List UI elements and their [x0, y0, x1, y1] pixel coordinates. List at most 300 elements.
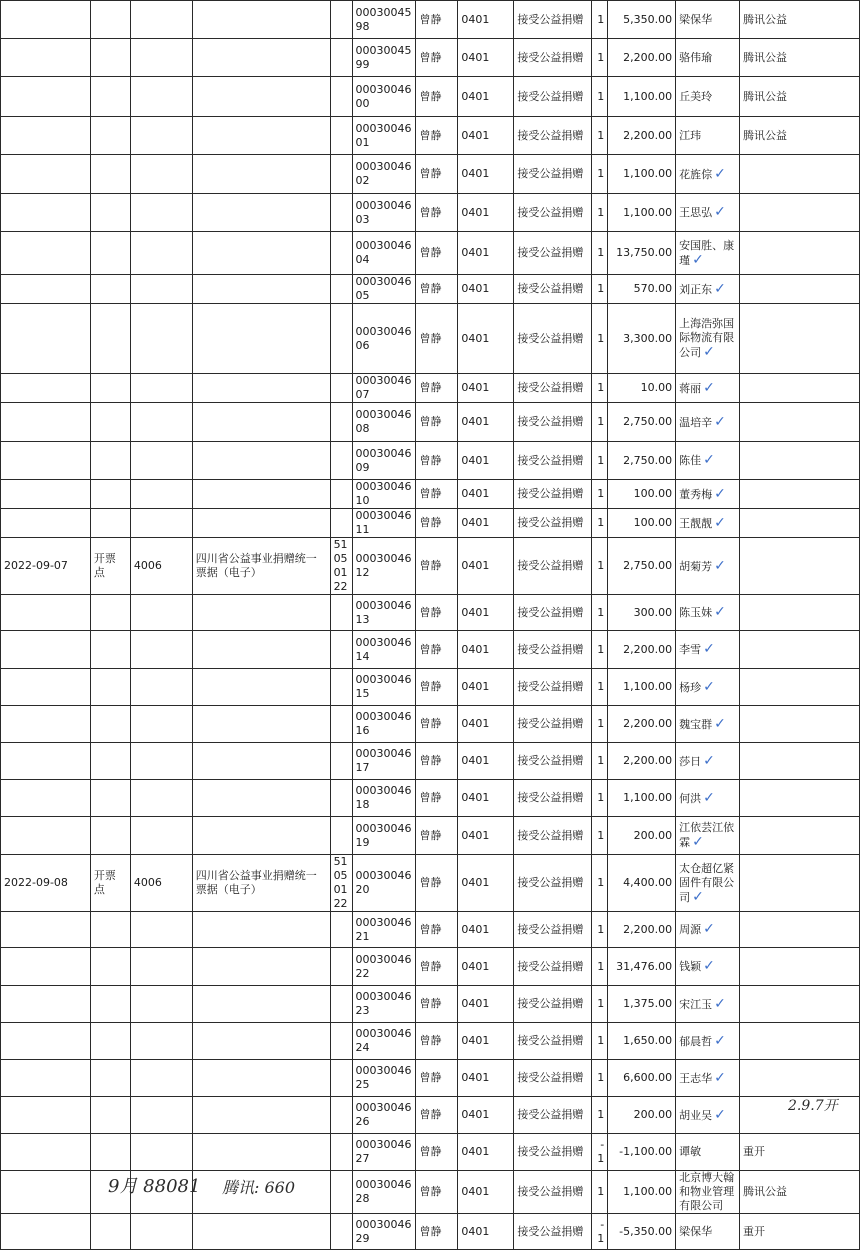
- person-text: 曾静: [419, 922, 442, 936]
- cell-payer: [676, 304, 740, 374]
- table-row: [1, 986, 860, 1023]
- cell-number: [352, 538, 416, 595]
- person-text: 曾静: [419, 959, 442, 973]
- cell-note: [740, 595, 860, 631]
- cell-qty: [592, 232, 608, 275]
- payer-text: 胡菊芳: [679, 559, 713, 573]
- number-text: 0003004619: [355, 821, 412, 849]
- table-row: [1, 1214, 860, 1250]
- number-text: 0003004626: [355, 1101, 412, 1128]
- cell-amount: [608, 1134, 676, 1171]
- cell-person: [416, 817, 458, 855]
- cell-payer: [676, 743, 740, 780]
- item-text: 接受公益捐赠: [517, 876, 584, 889]
- cell-agency: [330, 1023, 352, 1060]
- cell-category: [458, 912, 514, 948]
- cell-item: [514, 631, 592, 669]
- payer-text: 江依芸江依霖: [679, 821, 735, 849]
- cell-point: [90, 855, 130, 912]
- cell-item: [514, 442, 592, 480]
- cell-date: [1, 780, 91, 817]
- item-text: 接受公益捐赠: [517, 415, 584, 428]
- cell-amount: [608, 77, 676, 117]
- item-text: 接受公益捐赠: [517, 331, 584, 345]
- qty-text: -1: [597, 1138, 605, 1165]
- cell-item: [514, 706, 592, 743]
- item-text: 接受公益捐赠: [517, 959, 584, 973]
- person-text: 曾静: [419, 605, 442, 619]
- amount-text: 31,476.00: [616, 959, 673, 973]
- cell-number: [352, 194, 416, 232]
- note-text: 腾讯公益: [743, 128, 788, 142]
- cell-amount: [608, 595, 676, 631]
- cell-person: [416, 403, 458, 442]
- cell-number: [352, 1097, 416, 1134]
- cell-item: [514, 538, 592, 595]
- cell-person: [416, 442, 458, 480]
- cell-date: [1, 232, 91, 275]
- cell-point: [90, 1023, 130, 1060]
- cell-payer: [676, 155, 740, 194]
- cell-point: [90, 403, 130, 442]
- category-text: 0401: [461, 381, 490, 394]
- cell-note: [740, 912, 860, 948]
- cell-note: [740, 1060, 860, 1097]
- number-text: 0003004621: [355, 915, 412, 943]
- cell-type: [192, 817, 330, 855]
- qty-text: 1: [597, 559, 605, 572]
- point-text: 开票点: [93, 869, 116, 896]
- cell-code: [130, 1134, 192, 1171]
- cell-code: [130, 986, 192, 1023]
- check-mark-icon: ✓: [703, 958, 715, 974]
- cell-payer: [676, 1171, 740, 1214]
- cell-point: [90, 1214, 130, 1250]
- cell-person: [416, 1097, 458, 1134]
- cell-category: [458, 403, 514, 442]
- cell-number: [352, 743, 416, 780]
- check-mark-icon: ✓: [714, 1069, 726, 1086]
- payer-text: 董秀梅: [679, 487, 713, 501]
- person-text: 曾静: [419, 680, 442, 693]
- cell-date: [1, 948, 91, 986]
- check-mark-icon: ✓: [714, 165, 726, 182]
- qty-text: 1: [597, 516, 605, 529]
- cell-agency: [330, 855, 352, 912]
- cell-item: [514, 1171, 592, 1214]
- cell-code: [130, 631, 192, 669]
- item-text: 接受公益捐赠: [517, 282, 584, 295]
- cell-category: [458, 39, 514, 77]
- cell-amount: [608, 509, 676, 538]
- cell-code: [130, 1023, 192, 1060]
- cell-item: [514, 948, 592, 986]
- cell-number: [352, 1060, 416, 1097]
- type-text: 四川省公益事业捐赠统一票据（电子）: [195, 552, 317, 579]
- table-row: [1, 1023, 860, 1060]
- cell-note: [740, 374, 860, 403]
- number-text: 0003004605: [355, 275, 412, 302]
- payer-text: 李雪: [679, 643, 702, 656]
- table-row: [1, 948, 860, 986]
- table-row: [1, 780, 860, 817]
- cell-person: [416, 743, 458, 780]
- amount-text: 2,750.00: [623, 559, 673, 572]
- check-mark-icon: ✓: [714, 1106, 726, 1123]
- cell-type: [192, 538, 330, 595]
- category-text: 0401: [461, 717, 490, 730]
- cell-amount: [608, 631, 676, 669]
- table-row: [1, 442, 860, 480]
- cell-category: [458, 706, 514, 743]
- person-text: 曾静: [419, 828, 442, 842]
- item-text: 接受公益捐赠: [517, 754, 584, 767]
- cell-date: [1, 1023, 91, 1060]
- cell-category: [458, 948, 514, 986]
- cell-amount: [608, 1, 676, 39]
- cell-code: [130, 442, 192, 480]
- cell-date: [1, 1134, 91, 1171]
- cell-note: [740, 706, 860, 743]
- qty-text: 1: [597, 12, 605, 26]
- cell-category: [458, 855, 514, 912]
- cell-agency: [330, 948, 352, 986]
- table-row: [1, 595, 860, 631]
- cell-item: [514, 232, 592, 275]
- payer-text: 江玮: [679, 128, 702, 142]
- cell-qty: [592, 631, 608, 669]
- cell-qty: [592, 1, 608, 39]
- cell-agency: [330, 509, 352, 538]
- cell-point: [90, 232, 130, 275]
- cell-amount: [608, 304, 676, 374]
- cell-code: [130, 1, 192, 39]
- cell-point: [90, 442, 130, 480]
- cell-note: [740, 77, 860, 117]
- category-text: 0401: [461, 828, 490, 842]
- cell-point: [90, 948, 130, 986]
- cell-amount: [608, 743, 676, 780]
- item-text: 接受公益捐赠: [517, 246, 584, 259]
- cell-code: [130, 1214, 192, 1250]
- cell-date: [1, 374, 91, 403]
- cell-qty: [592, 374, 608, 403]
- payer-text: 钱颖: [679, 960, 702, 973]
- cell-type: [192, 631, 330, 669]
- amount-text: 2,200.00: [623, 754, 673, 767]
- category-text: 0401: [461, 12, 490, 26]
- cell-item: [514, 669, 592, 706]
- cell-code: [130, 1097, 192, 1134]
- item-text: 接受公益捐赠: [517, 828, 584, 842]
- cell-point: [90, 1097, 130, 1134]
- number-text: 0003004618: [355, 784, 412, 811]
- cell-person: [416, 986, 458, 1023]
- cell-amount: [608, 155, 676, 194]
- cell-type: [192, 304, 330, 374]
- payer-text: 莎日: [679, 754, 702, 768]
- cell-amount: [608, 480, 676, 509]
- cell-person: [416, 77, 458, 117]
- cell-date: [1, 538, 91, 595]
- item-text: 接受公益捐赠: [517, 922, 584, 936]
- cell-item: [514, 855, 592, 912]
- cell-date: [1, 39, 91, 77]
- handwritten-note-date: 2.9.7开: [788, 1098, 838, 1114]
- payer-text: 胡业吴: [679, 1108, 713, 1122]
- item-text: 接受公益捐赠: [517, 1071, 584, 1084]
- number-text: 0003004614: [355, 635, 412, 663]
- payer-text: 蒋丽: [679, 381, 702, 395]
- qty-text: 1: [597, 89, 605, 103]
- cell-code: [130, 403, 192, 442]
- number-text: 0003004598: [355, 5, 412, 33]
- cell-point: [90, 155, 130, 194]
- cell-agency: [330, 780, 352, 817]
- cell-code: [130, 39, 192, 77]
- number-text: 0003004617: [355, 747, 412, 774]
- cell-person: [416, 1, 458, 39]
- cell-amount: [608, 780, 676, 817]
- cell-type: [192, 780, 330, 817]
- amount-text: 2,200.00: [623, 128, 673, 142]
- cell-date: [1, 194, 91, 232]
- qty-text: 1: [597, 1034, 605, 1047]
- cell-person: [416, 948, 458, 986]
- note-text: 腾讯公益: [743, 89, 788, 103]
- number-text: 0003004625: [355, 1064, 412, 1091]
- item-text: 接受公益捐赠: [517, 381, 584, 394]
- cell-number: [352, 403, 416, 442]
- check-mark-icon: ✓: [714, 514, 726, 531]
- cell-amount: [608, 912, 676, 948]
- item-text: 接受公益捐赠: [517, 205, 584, 219]
- qty-text: 1: [597, 1071, 605, 1084]
- cell-category: [458, 1, 514, 39]
- payer-text: 陈玉妹: [679, 606, 713, 619]
- cell-payer: [676, 403, 740, 442]
- person-text: 曾静: [419, 1145, 442, 1158]
- payer-text: 郁晨哲: [679, 1034, 713, 1048]
- cell-agency: [330, 304, 352, 374]
- cell-person: [416, 538, 458, 595]
- amount-text: 300.00: [633, 605, 673, 619]
- cell-agency: [330, 706, 352, 743]
- item-text: 接受公益捐赠: [517, 1145, 584, 1158]
- cell-amount: [608, 117, 676, 155]
- cell-agency: [330, 155, 352, 194]
- payer-text: 杨珍: [679, 680, 702, 694]
- cell-number: [352, 1, 416, 39]
- payer-text: 丘美玲: [679, 89, 713, 103]
- cell-payer: [676, 1134, 740, 1171]
- cell-note: [740, 669, 860, 706]
- payer-text: 谭敏: [679, 1145, 702, 1158]
- cell-category: [458, 817, 514, 855]
- cell-category: [458, 986, 514, 1023]
- payer-text: 周源: [679, 923, 702, 936]
- item-text: 接受公益捐赠: [517, 1224, 584, 1238]
- cell-category: [458, 743, 514, 780]
- cell-note: [740, 232, 860, 275]
- qty-text: 1: [597, 605, 605, 619]
- cell-number: [352, 631, 416, 669]
- cell-number: [352, 780, 416, 817]
- check-mark-icon: ✓: [703, 752, 715, 769]
- cell-note: [740, 855, 860, 912]
- cell-payer: [676, 912, 740, 948]
- cell-point: [90, 117, 130, 155]
- cell-qty: [592, 595, 608, 631]
- cell-category: [458, 1134, 514, 1171]
- cell-date: [1, 706, 91, 743]
- cell-number: [352, 509, 416, 538]
- amount-text: 1,100.00: [623, 1185, 673, 1198]
- item-text: 接受公益捐赠: [517, 559, 584, 572]
- cell-person: [416, 155, 458, 194]
- cell-type: [192, 743, 330, 780]
- cell-code: [130, 669, 192, 706]
- cell-qty: [592, 743, 608, 780]
- check-mark-icon: ✓: [714, 557, 726, 574]
- cell-number: [352, 948, 416, 986]
- table-row: [1, 275, 860, 304]
- person-text: 曾静: [419, 282, 442, 295]
- category-text: 0401: [461, 415, 490, 428]
- cell-payer: [676, 275, 740, 304]
- table-row: [1, 403, 860, 442]
- cell-category: [458, 275, 514, 304]
- qty-text: 1: [597, 205, 605, 219]
- check-mark-icon: ✓: [714, 604, 726, 620]
- cell-type: [192, 374, 330, 403]
- handwritten-bottom-left: 9月 88081: [108, 1176, 201, 1197]
- check-mark-icon: ✓: [703, 344, 715, 360]
- item-text: 接受公益捐赠: [517, 997, 584, 1010]
- person-text: 曾静: [419, 415, 442, 428]
- cell-qty: [592, 1023, 608, 1060]
- amount-text: 570.00: [633, 282, 673, 295]
- cell-qty: [592, 817, 608, 855]
- category-text: 0401: [461, 680, 490, 693]
- qty-text: 1: [597, 717, 605, 730]
- cell-code: [130, 1060, 192, 1097]
- category-text: 0401: [461, 1145, 490, 1158]
- qty-text: 1: [597, 331, 605, 345]
- cell-code: [130, 304, 192, 374]
- cell-date: [1, 509, 91, 538]
- cell-agency: [330, 595, 352, 631]
- cell-item: [514, 155, 592, 194]
- table-row: [1, 194, 860, 232]
- cell-payer: [676, 1023, 740, 1060]
- item-text: 接受公益捐赠: [517, 1034, 584, 1047]
- cell-category: [458, 77, 514, 117]
- cell-category: [458, 194, 514, 232]
- check-mark-icon: ✓: [714, 413, 726, 430]
- cell-qty: [592, 442, 608, 480]
- table-row: [1, 631, 860, 669]
- cell-date: [1, 817, 91, 855]
- cell-payer: [676, 1060, 740, 1097]
- category-text: 0401: [461, 167, 490, 180]
- cell-number: [352, 595, 416, 631]
- person-text: 曾静: [419, 381, 442, 394]
- check-mark-icon: ✓: [714, 715, 726, 732]
- cell-amount: [608, 706, 676, 743]
- number-text: 0003004612: [355, 552, 412, 579]
- cell-item: [514, 39, 592, 77]
- cell-code: [130, 117, 192, 155]
- cell-amount: [608, 1097, 676, 1134]
- qty-text: -1: [597, 1217, 605, 1245]
- cell-note: [740, 817, 860, 855]
- cell-number: [352, 669, 416, 706]
- cell-payer: [676, 855, 740, 912]
- item-text: 接受公益捐赠: [517, 12, 584, 26]
- cell-amount: [608, 1060, 676, 1097]
- cell-amount: [608, 374, 676, 403]
- cell-amount: [608, 442, 676, 480]
- cell-item: [514, 595, 592, 631]
- cell-amount: [608, 1214, 676, 1250]
- cell-note: [740, 631, 860, 669]
- category-text: 0401: [461, 89, 490, 103]
- cell-date: [1, 403, 91, 442]
- cell-item: [514, 403, 592, 442]
- cell-type: [192, 595, 330, 631]
- cell-code: [130, 538, 192, 595]
- cell-note: [740, 780, 860, 817]
- cell-person: [416, 1214, 458, 1250]
- cell-point: [90, 743, 130, 780]
- cell-qty: [592, 912, 608, 948]
- cell-number: [352, 855, 416, 912]
- cell-type: [192, 1214, 330, 1250]
- cell-code: [130, 374, 192, 403]
- cell-note: [740, 480, 860, 509]
- cell-qty: [592, 155, 608, 194]
- person-text: 曾静: [419, 1108, 442, 1121]
- cell-payer: [676, 1214, 740, 1250]
- cell-note: [740, 155, 860, 194]
- cell-category: [458, 1214, 514, 1250]
- cell-agency: [330, 1171, 352, 1214]
- cell-person: [416, 480, 458, 509]
- cell-item: [514, 480, 592, 509]
- qty-text: 1: [597, 680, 605, 693]
- cell-note: [740, 117, 860, 155]
- cell-agency: [330, 1214, 352, 1250]
- table-row: [1, 232, 860, 275]
- cell-number: [352, 275, 416, 304]
- cell-category: [458, 232, 514, 275]
- cell-type: [192, 669, 330, 706]
- qty-text: 1: [597, 791, 605, 804]
- cell-agency: [330, 631, 352, 669]
- cell-qty: [592, 669, 608, 706]
- item-text: 接受公益捐赠: [517, 1185, 584, 1198]
- cell-type: [192, 480, 330, 509]
- cell-code: [130, 855, 192, 912]
- cell-qty: [592, 948, 608, 986]
- cell-point: [90, 39, 130, 77]
- cell-note: [740, 1134, 860, 1171]
- item-text: 接受公益捐赠: [517, 167, 584, 180]
- cell-type: [192, 1097, 330, 1134]
- payer-text: 王思弘: [679, 206, 713, 219]
- cell-item: [514, 817, 592, 855]
